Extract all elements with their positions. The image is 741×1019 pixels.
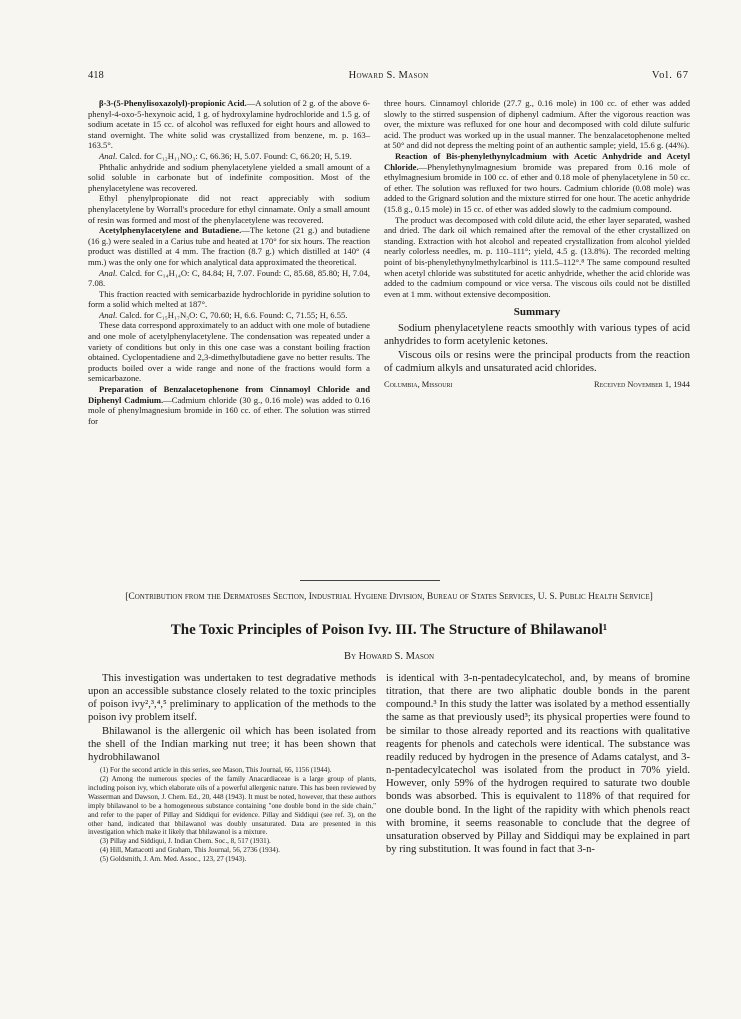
page-number: 418 (88, 70, 104, 81)
paragraph-text: —Phenylethynylmagnesium bromide was prepared from 0.16 mole of ethylmagnesium bromide in 100 cc. of ether and 0.18 mole of phenylacetylene in 50 cc. of ether. The solution was refluxed for two hours. Cadmium chloride (0.08 mole) was added to the Grignard solution and the mixture stirred for one hour. The acetic anhydride (15.8 g., 0.15 mole) in 15 cc. of ether was added slowly to the cadmium compound. (384, 161, 690, 214)
paragraph-text: Calcd. for C₁₄H₁₄O: C, 84.84; H, 7.07. Found: C, 85.68, 85.80; H, 7.04, 7.08. (88, 267, 370, 289)
footnotes (88, 766, 376, 864)
paragraph-text: —A solution of 2 g. of the above 6-phenyl-4-oxo-5-hexynoic acid, 1 g. of hydroxylamine hydrochloride and 1.5 g. of sodium acetate in 15 cc. of alcohol was refluxed for eight hours and allowed to stand overnight. The white solid was crystallized from benzene, m. p. 163–163.5°. (88, 98, 370, 151)
paragraph: three hours. Cinnamoyl chloride (27.7 g., 0.16 mole) in 100 cc. of ether was added slowly to the stirred suspension of diphenyl cadmium. After the vigorous reaction was over, the mixture was refluxed for one hour and decomposed with cold dilute sulfuric acid. The product was worked up in the usual manner. The benzalacetophenone melted at 50° and did not depress the melting point of an authentic sample; yield, 15.6 g. (44%). (384, 98, 690, 151)
paragraph: These data correspond approximately to an adduct with one mole of butadiene and one mole of acetylphenylacetylene. The condensation was repeated under a variety of conditions but only in this one case was a constant boiling fraction obtained. Cyclopentadiene and 2,3-dimethylbutadiene gave no better results. The products boiled over a wide range and none of the fractions would form a semicarbazone. (88, 320, 370, 384)
paragraph-text: —Cadmium chloride (30 g., 0.16 mole) was added to 0.16 mole of phenylmagnesium bromide in 160 cc. of ether. The solution was stirred for (88, 394, 370, 426)
section-heading: Preparation of Benzalacetophenone from Cinnamoyl Chloride and Diphenyl Cadmium. (88, 384, 370, 405)
analysis-line (88, 310, 370, 321)
paragraph (88, 384, 370, 426)
paragraph: is identical with 3-n-pentadecylcatechol, and, by means of bromine titration, that there are two aliphatic double bonds in the parent compound.³ In this study the latter was isolated by a method essentially the same as that previously used³; its physical properties were found to be similar to those already reported and its reactions with qualitative reagents for phenols and catechols were identical. The substance was readily reduced by hydrogen in the presence of Adams catalyst, and 3-n-pentadecylcatechol was isolated from the product in 70% yield. However, only 59% of the hydrogen required to saturate two double bonds was absorbed. This is equivalent to 118% of that required for one double bond. In the light of the rapidity with which phenols react with bromine, it seems reasonable to conclude that the degree of unsaturation observed by Pillay and Siddiqui may be explained in part by ring substitution. It was found in fact that 3-n- (386, 673, 690, 856)
received-date: Received November 1, 1944 (594, 380, 690, 390)
summary-paragraph: Viscous oils or resins were the principal products from the reaction of cadmium alkyls and unsaturated acid chlorides. (384, 349, 690, 374)
summary-paragraph: Sodium phenylacetylene reacts smoothly with various types of acid anhydrides to form acetylenic ketones. (384, 323, 690, 348)
article-title: The Toxic Principles of Poison Ivy. III. The Structure of Bhilawanol¹ (170, 622, 608, 638)
anal-label: Anal. (99, 150, 118, 161)
paragraph-text: —The ketone (21 g.) and butadiene (16 g.) were sealed in a Carius tube and heated at 170° for six hours. The reaction product was distilled at 4 mm. The fraction (8.7 g.) which distilled at 140° (4 mm.) was the only one for which analytical data approximated the theoretical. (88, 225, 370, 267)
analysis-line (88, 268, 370, 289)
signature-line (384, 380, 690, 392)
running-title: Howard S. Mason (348, 70, 429, 81)
anal-label: Anal. (99, 309, 118, 320)
author-byline: By Howard S. Mason (343, 651, 435, 662)
paragraph: The product was decomposed with cold dilute acid, the ether layer separated, washed and dried. The dark oil which remained after the removal of the ether crystallized on standing. Extraction with hot alcohol and repeated crystallization from alcohol yielded nearly colorless needles, m. p. 110–111°; yield, 4.5 g. (13.8%). The recorded melting point of bis-phenylethynylmethylcarbinol is 111.5–112°.⁸ The same compound resulted when acetyl chloride was substituted for acetic anhydride, whether the acid chloride was added to the cadmium compound or vice versa. The viscous oils could not be distilled even at 1 mm. without extensive decomposition. (384, 214, 690, 299)
body-left-column (88, 672, 376, 864)
footnote: (4) Hill, Mattacotti and Graham, This Journal, 56, 2736 (1934). (100, 846, 280, 855)
volume-label: Vol. 67 (651, 70, 689, 81)
footnote: (1) For the second article in this series, see Mason, This Journal, 66, 1156 (1944). (100, 766, 332, 775)
section-heading: Reaction of Bis-phenylethynylcadmium with Acetic Anhydride and Acetyl Chloride. (384, 150, 690, 172)
paragraph (384, 151, 690, 215)
page-header (88, 70, 689, 84)
section-heading: β-3-(5-Phenylisoxazolyl)-propionic Acid. (99, 98, 247, 108)
paragraph (88, 98, 370, 151)
footnote: (5) Goldsmith, J. Am. Med. Assoc., 123, 27 (1943). (100, 855, 247, 864)
paragraph-text: Calcd. for C₁₂H₁₁NO₃: C, 66.36; H, 5.07. Found: C, 66.20; H, 5.19. (117, 150, 352, 161)
top-left-column (88, 98, 370, 426)
analysis-line (88, 151, 370, 162)
paragraph-text: Calcd. for C₁₅H₁₇N₃O: C, 70.60; H, 6.6. Found: C, 71.55; H, 6.55. (117, 309, 348, 320)
top-right-column (384, 98, 690, 392)
location: Columbia, Missouri (384, 380, 453, 390)
summary-heading: Summary (513, 306, 561, 319)
summary (384, 322, 690, 375)
paragraph: Ethyl phenylpropionate did not react appreciably with sodium phenylacetylene by Worrall's procedure for ethyl cinnamate. Only a small amount of resin was formed and most of the phenylacetylene was recovered. (88, 193, 370, 225)
footnote: (3) Pillay and Siddiqui, J. Indian Chem. Soc., 8, 517 (1931). (100, 837, 271, 846)
contribution-note: [Contribution from the Dermatoses Section, Industrial Hygiene Division, Bureau of States Services, U. S. Public Health Service] (125, 592, 653, 602)
paragraph (88, 225, 370, 267)
body-right-column (386, 672, 690, 856)
section-heading: Acetylphenylacetylene and Butadiene. (99, 225, 242, 236)
paragraph: This fraction reacted with semicarbazide hydrochloride in pyridine solution to form a solid which melted at 187°. (88, 288, 370, 310)
paragraph: Bhilawanol is the allergenic oil which has been isolated from the shell of the Indian marking nut tree; it has been shown that hydrobhilawanol (88, 725, 376, 763)
anal-label: Anal. (99, 267, 118, 278)
paragraph: This investigation was undertaken to test degradative methods upon an accessible substance closely related to the toxic principles of poison ivy²,³,⁴,⁵ preliminary to application of the methods to the poison ivy problem itself. (88, 673, 376, 724)
footnote: (2) Among the numerous species of the family Anacardiaceae is a large group of plants, including poison ivy, which elaborate oils of a powerful allergenic nature. This has been reviewed by Wasserman and Dawson, J. Chem. Ed., 20, 448 (1943). It must be noted, however, that these authors imply bhilawanol to be a homogeneous substance containing "one double bond in the side chain," and refer to the paper of Pillay and Siddiqui for evidence. Pillay and Siddiqui (see ref. 3), on the other hand, indicated that bhilawanol was doubly unsaturated. Data are presented in this investigation which make it likely that bhilawanol is a mixture. (88, 775, 376, 837)
paragraph: Phthalic anhydride and sodium phenylacetylene yielded a small amount of a solid soluble in carbonate but of indefinite composition. Most of the phenylacetylene was recovered. (88, 161, 370, 193)
section-divider (300, 580, 440, 581)
